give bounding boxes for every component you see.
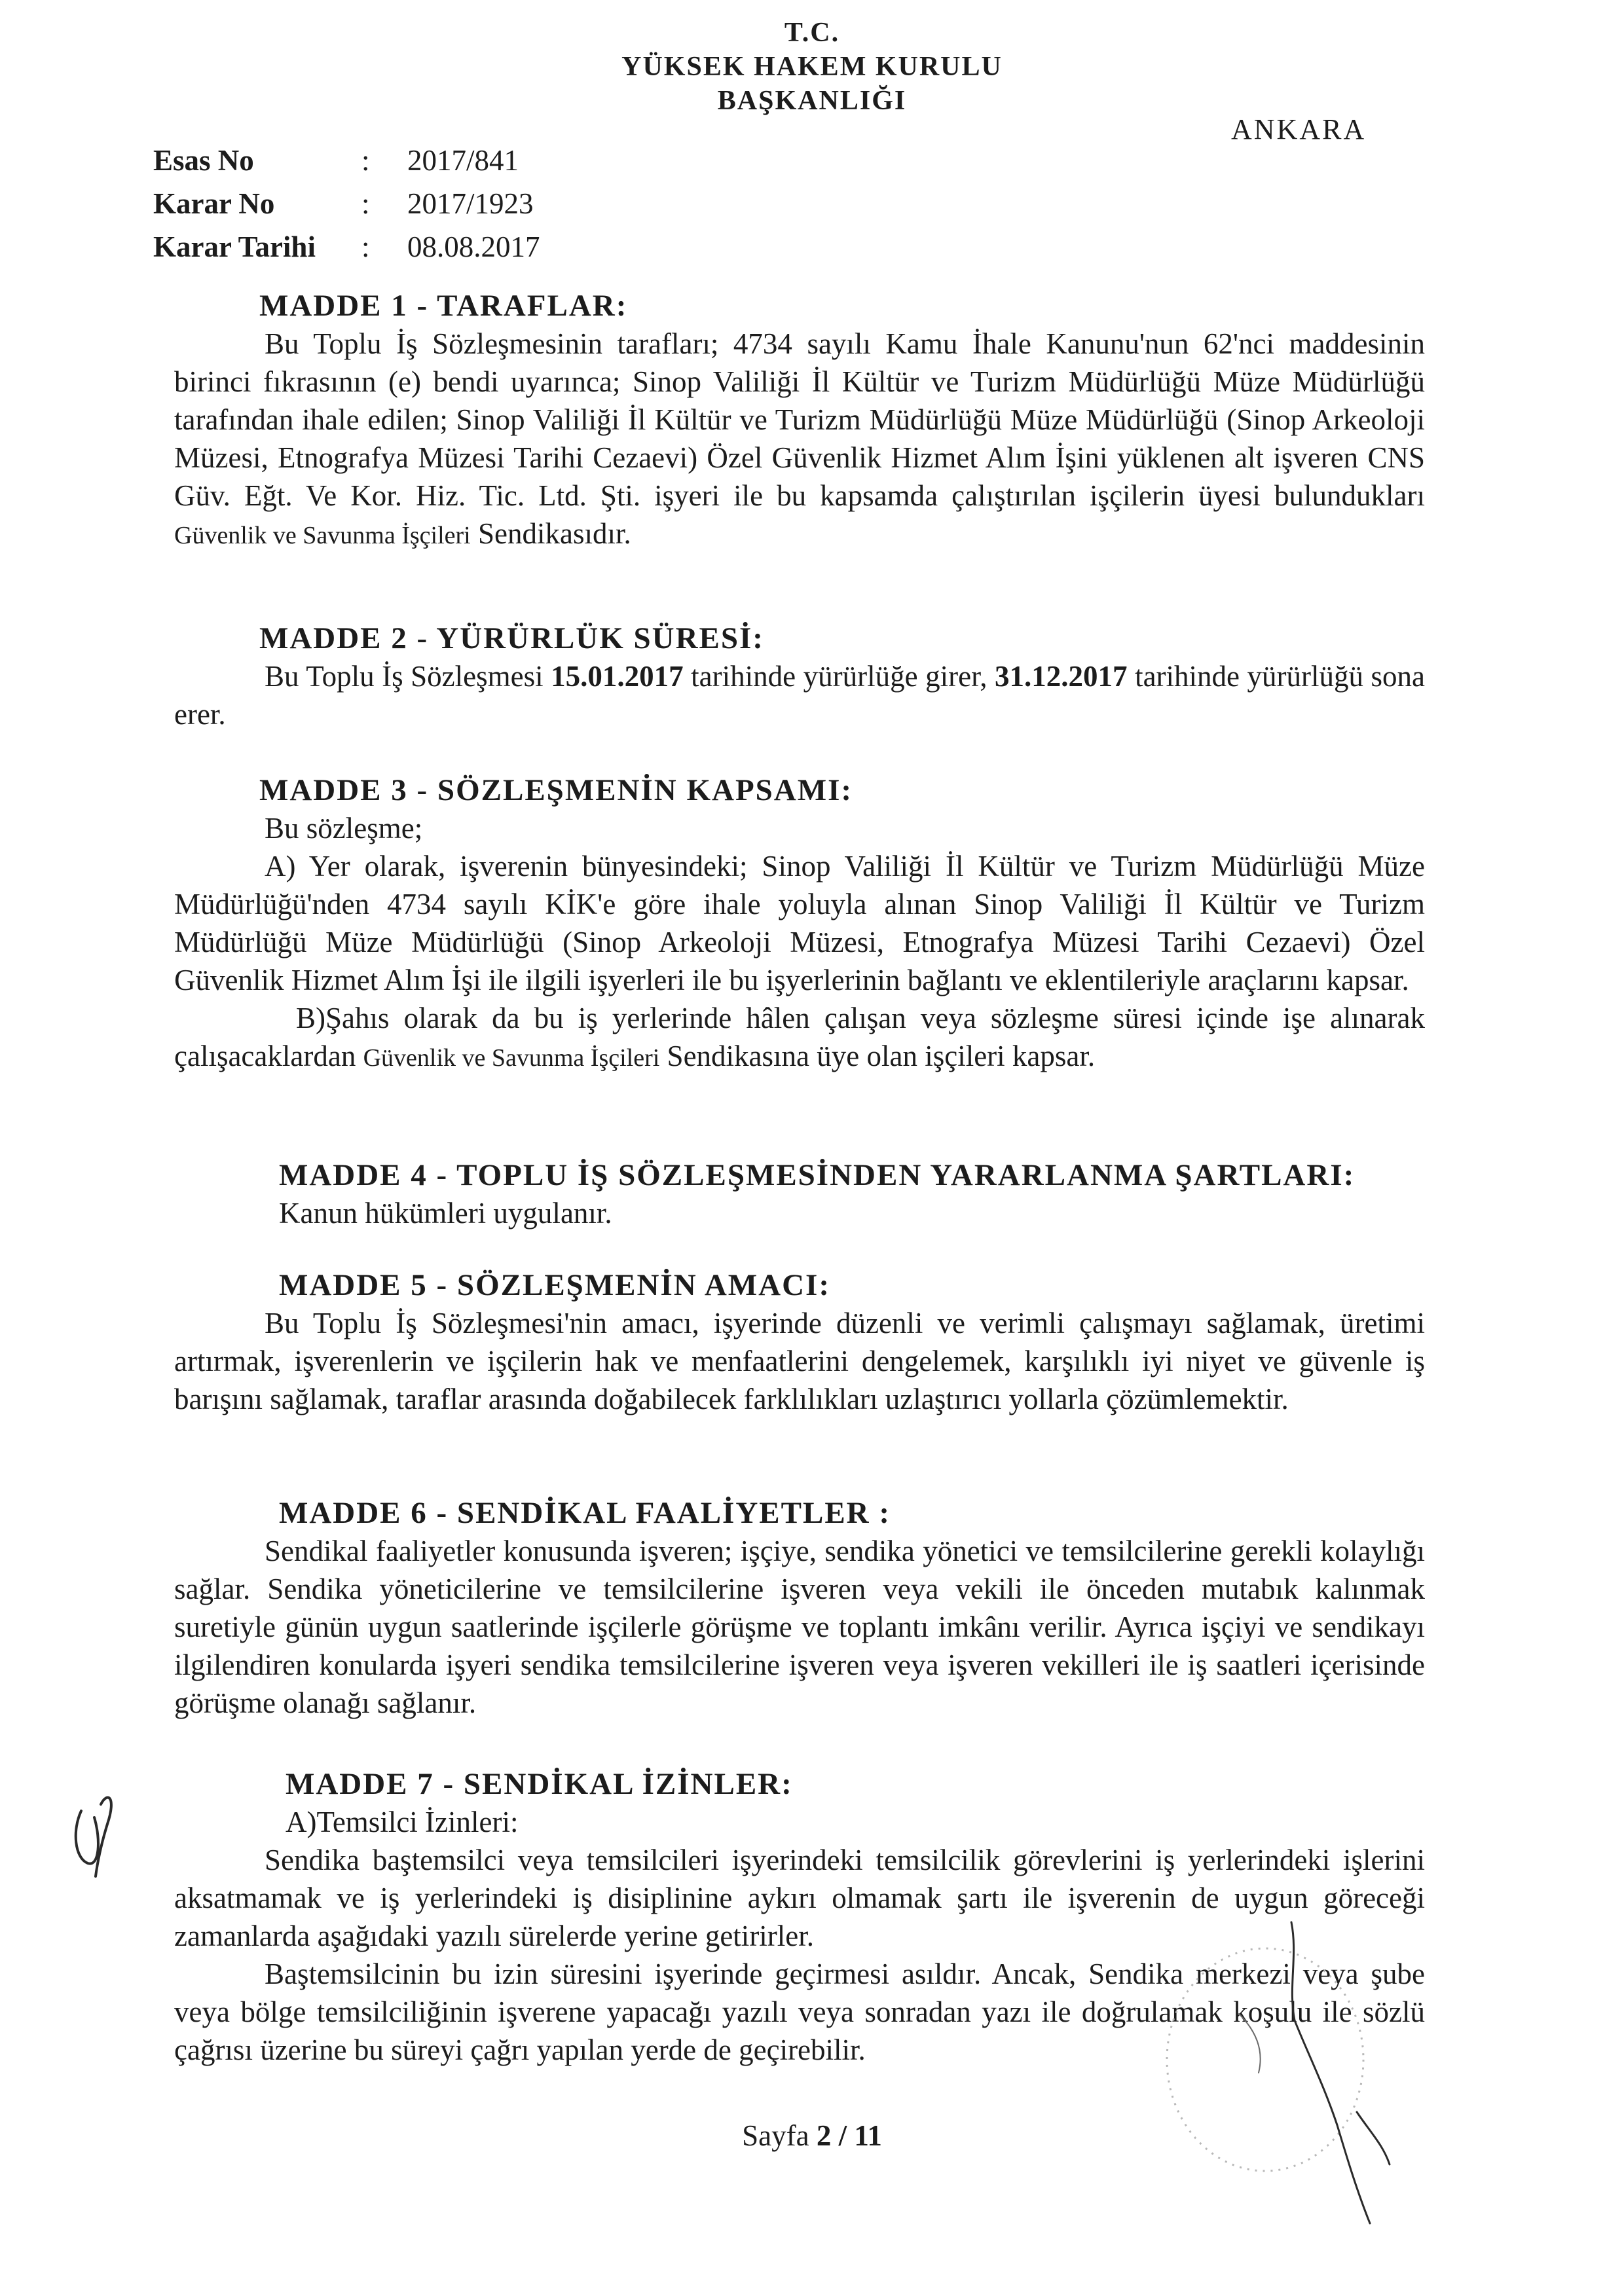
article-3: [174, 771, 1425, 1077]
meta-label: Karar No: [153, 187, 275, 220]
page-number: 2 / 11: [816, 2119, 882, 2152]
meta-label: Karar Tarihi: [153, 230, 316, 263]
article-2-text-b: tarihinde yürürlüğe girer,: [691, 660, 987, 693]
article-6-title: MADDE 6 - SENDİKAL FAALİYETLER :: [279, 1496, 891, 1530]
union-name: Güvenlik ve Savunma İşçileri: [174, 522, 471, 549]
meta-separator: :: [361, 187, 370, 220]
meta-value: 2017/841: [407, 144, 519, 177]
start-date: 15.01.2017: [551, 660, 684, 693]
header-tc: T.C.: [784, 18, 840, 48]
article-3-clause-b: [174, 999, 1425, 1077]
article-3-intro: Bu sözleşme;: [265, 812, 423, 845]
meta-value: 08.08.2017: [407, 230, 540, 263]
meta-label: Esas No: [153, 144, 254, 177]
article-3-title: MADDE 3 - SÖZLEŞMENİN KAPSAMI:: [259, 773, 853, 807]
article-5-title: MADDE 5 - SÖZLEŞMENİN AMACI:: [279, 1268, 830, 1302]
meta-separator: :: [361, 144, 370, 177]
article-2-paragraph: [174, 657, 1425, 733]
article-2-text-a: Bu Toplu İş Sözleşmesi: [265, 660, 544, 693]
article-5: [174, 1266, 1425, 1418]
decision-number-row: [153, 182, 540, 225]
header-city: ANKARA: [1231, 113, 1367, 145]
article-1-paragraph: [174, 325, 1425, 555]
article-1-text: Bu Toplu İş Sözleşmesinin tarafları; 4734 sayılı Kamu İhale Kanunu'nun 62'nci maddesinin birinci fıkrasının (e) bendi uyarınca; Sinop Valiliği İl Kültür ve Turizm Müdürlüğü Müze Müdürlüğü tarafından ihale edilen; Sinop Valiliği İl Kültür ve Turizm Müdürlüğü Müze Müdürlüğü (Sinop Arkeoloji Müzesi, Etnografya Müzesi Tarihi Cezaevi) Özel Güvenlik Hizmet Alım İşini yüklenen alt işveren CNS Güv. Eğt. Ve Kor. Hiz. Tic. Ltd. Şti. işyeri ile bu kapsamda çalıştırılan işçilerin üyesi bulundukları: [174, 327, 1425, 512]
article-1-end: Sendikasıdır.: [477, 517, 631, 550]
article-7-title: MADDE 7 - SENDİKAL İZİNLER:: [286, 1767, 793, 1801]
article-7-paragraph-2: Baştemsilcinin bu izin süresini işyerinde geçirmesi asıldır. Ancak, Sendika merkezi veya şube veya bölge temsilciliğinin işverene yapacağı yazılı veya sonradan yazı ile doğrulamak koşulu ile sözlü çağrısı üzerine bu süreyi çağrı yapılan yerde de geçirebilir.: [174, 1958, 1425, 2066]
article-5-paragraph: Bu Toplu İş Sözleşmesi'nin amacı, işyerinde düzenli ve verimli çalışmayı sağlamak, üretimi artırmak, işverenlerin ve işçilerin hak ve menfaatlerini dengelemek, karşılıklı iyi niyet ve güvenle iş barışını sağlamak, taraflar arasında doğabilecek farklılıkları uzlaştırıcı yollarla çözümlemektir.: [174, 1307, 1425, 1415]
meta-separator: :: [361, 230, 370, 263]
article-2-text-c: tarihinde yürürlüğü sona erer.: [174, 660, 1426, 731]
meta-value: 2017/1923: [407, 187, 534, 220]
article-3-clause-a: A) Yer olarak, işverenin bünyesindeki; Sinop Valiliği İl Kültür ve Turizm Müdürlüğü Müze Müdürlüğü'nden 4734 sayılı KİK'e göre ihale yoluyla alınan Sinop Valiliği İl Kültür ve Turizm Müdürlüğü Müze Müdürlüğü (Sinop Arkeoloji Müzesi, Etnografya Müzesi Tarihi Cezaevi) Özel Güvenlik Hizmet Alım İşi ile ilgili işyerleri ile bu işyerlerinin bağlantı ve eklentileriyle araçlarını kapsar.: [174, 850, 1425, 996]
article-7-paragraph-1: Sendika baştemsilci veya temsilcileri işyerindeki temsilcilik görevlerini iş yerlerindeki işlerini aksatmamak ve iş yerlerindeki iş disiplinine aykırı olmamak şartı ile işverenin de uygun göreceği zamanlarda aşağıdaki yazılı sürelerde yerine getirirler.: [174, 1844, 1425, 1952]
article-6: [174, 1494, 1425, 1722]
page-label: Sayfa: [742, 2119, 809, 2152]
article-3-clause-b-end: Sendikasına üye olan işçileri kapsar.: [667, 1040, 1096, 1072]
end-date: 31.12.2017: [995, 660, 1128, 693]
article-4-title: MADDE 4 - TOPLU İŞ SÖZLEŞMESİNDEN YARARLANMA ŞARTLARI:: [279, 1158, 1356, 1192]
case-number-row: [153, 139, 540, 182]
header-department: BAŞKANLIĞI: [717, 86, 907, 116]
article-7-subtitle: A)Temsilci İzinleri:: [286, 1806, 519, 1838]
header-institution: YÜKSEK HAKEM KURULU: [621, 52, 1003, 82]
article-2-title: MADDE 2 - YÜRÜRLÜK SÜRESİ:: [259, 621, 764, 655]
union-name: Güvenlik ve Savunma İşçileri: [363, 1044, 660, 1072]
article-6-paragraph: Sendikal faaliyetler konusunda işveren; işçiye, sendika yönetici ve temsilcilerine gerekli kolaylığı sağlar. Sendika yöneticilerine ve temsilcilerine işveren veya vekili ile önceden mutabık kalınmak suretiyle günün uygun saatlerinde işçilerle görüşme ve toplantı imkânı verilir. Ayrıca işçiyi ve sendikayı ilgilendiren konularda işyeri sendika temsilcilerine işveren veya işveren vekilleri ile iş saatleri içerisinde görüşme olanağı sağlanır.: [174, 1535, 1425, 1719]
article-4: [174, 1156, 1425, 1232]
decision-date-row: [153, 225, 540, 268]
stamp-signature: [1160, 1916, 1435, 2243]
article-4-paragraph: Kanun hükümleri uygulanır.: [279, 1197, 612, 1230]
article-1-title: MADDE 1 - TARAFLAR:: [259, 289, 628, 323]
margin-handwritten-mark: [68, 1785, 120, 1883]
case-info: [153, 139, 540, 268]
article-1: [174, 287, 1425, 555]
article-2: [174, 619, 1425, 733]
article-3-clause-b-text: B)Şahıs olarak da bu iş yerlerinde hâlen çalışan veya sözleşme süresi içinde işe alınarak çalışacaklardan: [174, 1002, 1425, 1072]
